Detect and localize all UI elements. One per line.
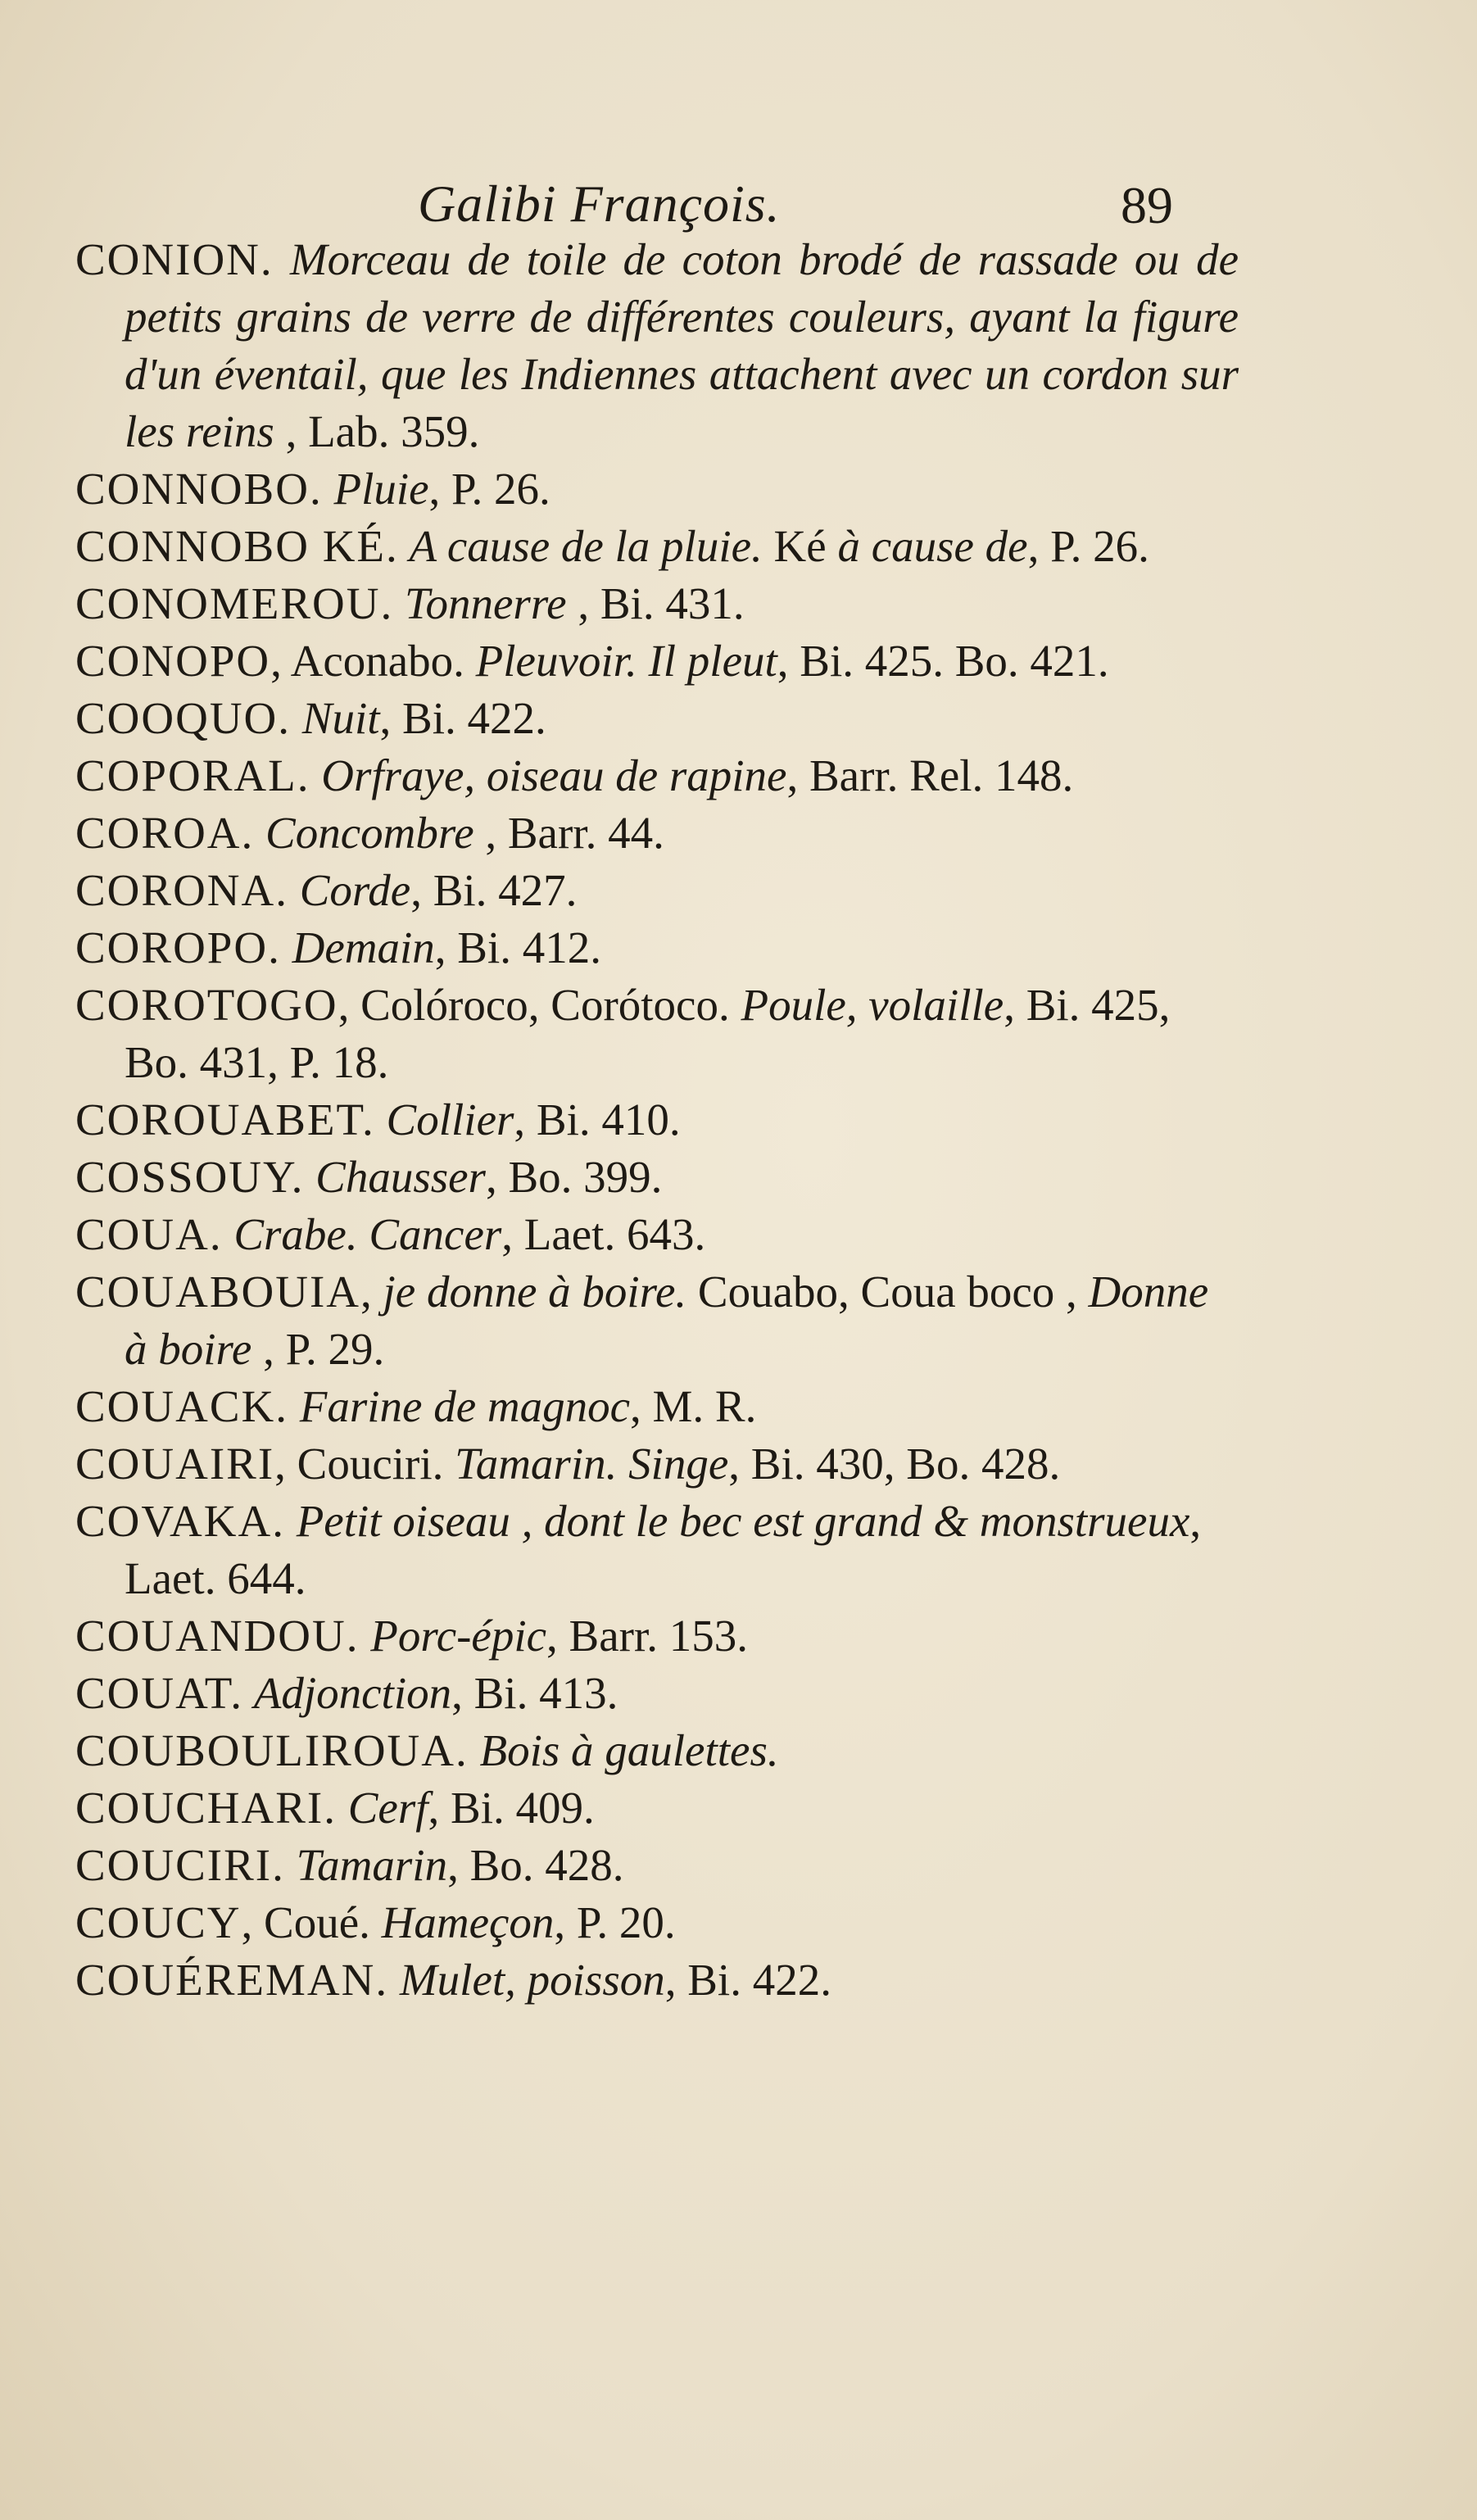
entry-definition: Demain xyxy=(280,922,435,972)
entry-reference: , Bi. 410. xyxy=(514,1095,681,1144)
entry-headword: COUANDOU. xyxy=(75,1611,360,1661)
entry-headword: COSSOUY. xyxy=(75,1152,305,1202)
dictionary-entry xyxy=(75,460,1239,518)
entry-headword: COROPO. xyxy=(75,922,281,972)
entry-headword: COUCHARI. xyxy=(75,1783,337,1833)
entry-definition: Collier xyxy=(374,1095,514,1144)
dictionary-entry xyxy=(75,1263,1239,1378)
dictionary-entry xyxy=(75,1493,1239,1607)
entry-definition: Mulet, poisson xyxy=(388,1955,665,2005)
entry-definition: Crabe. Cancer xyxy=(222,1209,502,1259)
dictionary-entry xyxy=(75,1206,1239,1263)
dictionary-entry xyxy=(75,1091,1239,1149)
entry-headword: CORONA. xyxy=(75,865,288,915)
dictionary-entry xyxy=(75,575,1239,632)
entry-definition: Pleuvoir. Il pleut xyxy=(475,636,777,686)
entry-reference: , xyxy=(360,1267,383,1317)
entry-reference: , Bi. 413. xyxy=(451,1668,618,1718)
entry-headword: COUA. xyxy=(75,1209,223,1259)
dictionary-entry xyxy=(75,1149,1239,1206)
entry-reference: , Colóroco, Corótoco. xyxy=(338,980,741,1030)
entry-headword: COPORAL. xyxy=(75,750,310,800)
dictionary-entry xyxy=(75,747,1239,804)
entry-definition: Poule, volaille xyxy=(741,980,1004,1030)
dictionary-entry xyxy=(75,1378,1239,1435)
dictionary-entry xyxy=(75,1779,1239,1837)
entry-headword: COROUABET. xyxy=(75,1095,375,1144)
entry-definition: Concombre xyxy=(254,808,474,858)
entry-headword: COUABOUIA xyxy=(75,1267,360,1317)
entry-definition: A cause de la pluie. xyxy=(398,521,763,571)
entry-reference: Couabo, Coua boco , xyxy=(686,1267,1089,1317)
entry-definition: Bois à gaulettes. xyxy=(468,1725,779,1775)
entry-reference: , Bi. 409. xyxy=(428,1783,595,1833)
entry-headword: COUACK. xyxy=(75,1381,288,1431)
dictionary-entry xyxy=(75,1894,1239,1951)
entry-definition: Morceau de toile de coton brodé de rassade ou de petits grains de verre de différentes couleurs, ayant la figure d'un éventail, que les Indiennes attachent avec un cordon sur les reins xyxy=(125,234,1239,456)
entry-definition: Tamarin xyxy=(284,1840,448,1890)
entry-reference: , P. 29. xyxy=(251,1324,385,1374)
dictionary-entry xyxy=(75,804,1239,862)
entry-reference: Ké xyxy=(762,521,838,571)
entry-reference: , P. 26. xyxy=(428,464,550,514)
dictionary-entry xyxy=(75,1837,1239,1894)
entry-headword: CONNOBO. xyxy=(75,464,323,514)
entry-reference: , Bo. 399. xyxy=(485,1152,663,1202)
entry-reference: , P. 26. xyxy=(1027,521,1149,571)
entry-headword: CONION. xyxy=(75,234,274,284)
entry-reference: , Bi. 425. Bo. 421. xyxy=(777,636,1109,686)
dictionary-entry xyxy=(75,231,1239,460)
entry-headword: COOQUO. xyxy=(75,693,292,743)
entry-reference: , Bo. 428. xyxy=(447,1840,624,1890)
entry-headword: COROTOGO xyxy=(75,980,338,1030)
entry-headword: COUCY xyxy=(75,1897,242,1947)
entry-definition: Farine de magnoc xyxy=(288,1381,630,1431)
entry-reference: , M. R. xyxy=(630,1381,757,1431)
entry-reference: , Bi. 425, Bo. 431, P. 18. xyxy=(125,980,1171,1087)
dictionary-entry xyxy=(75,1435,1239,1493)
entry-definition: Petit oiseau , dont le bec est grand & monstrueux xyxy=(284,1496,1190,1546)
entry-reference: , Lab. 359. xyxy=(274,406,480,456)
entry-reference: , Bi. 430, Bo. 428. xyxy=(728,1439,1061,1489)
entry-reference: , Barr. 153. xyxy=(546,1611,748,1661)
entry-reference: , Bi. 422. xyxy=(379,693,546,743)
dictionary-entry xyxy=(75,919,1239,977)
entry-reference: , Laet. 643. xyxy=(501,1209,706,1259)
entry-definition: je donne à boire. xyxy=(383,1267,687,1317)
dictionary-entries xyxy=(75,231,1239,2009)
entry-reference: , P. 20. xyxy=(554,1897,676,1947)
entry-reference: , Bi. 431. xyxy=(566,578,745,628)
entry-definition: Adjonction xyxy=(243,1668,452,1718)
dictionary-entry xyxy=(75,518,1239,575)
entry-reference: , Coué. xyxy=(241,1897,382,1947)
entry-headword: COVAKA. xyxy=(75,1496,285,1546)
entry-headword: COUAT. xyxy=(75,1668,244,1718)
entry-reference: , Couciri. xyxy=(274,1439,455,1489)
dictionary-entry xyxy=(75,862,1239,919)
entry-definition: Corde xyxy=(288,865,411,915)
dictionary-entry xyxy=(75,1722,1239,1779)
dictionary-entry xyxy=(75,690,1239,747)
entry-definition: Donne à boire xyxy=(125,1267,1209,1374)
entry-reference: , Laet. 644. xyxy=(125,1496,1202,1603)
entry-headword: COUBOULIROUA. xyxy=(75,1725,469,1775)
entry-reference: , Bi. 412. xyxy=(434,922,601,972)
entry-definition: Nuit xyxy=(291,693,380,743)
running-title: Galibi François. xyxy=(418,174,781,233)
entry-headword: COUCIRI. xyxy=(75,1840,285,1890)
entry-definition: Hameçon xyxy=(381,1897,555,1947)
entry-headword: CONOMEROU. xyxy=(75,578,394,628)
entry-definition: Orfraye, oiseau de rapine xyxy=(310,750,787,800)
entry-headword: COUAIRI xyxy=(75,1439,275,1489)
entry-headword: CONNOBO KÉ. xyxy=(75,521,399,571)
dictionary-entry xyxy=(75,632,1239,690)
dictionary-entry xyxy=(75,977,1239,1091)
dictionary-entry xyxy=(75,1665,1239,1722)
entry-reference: , Barr. Rel. 148. xyxy=(786,750,1074,800)
entry-definition: Tonnerre xyxy=(393,578,567,628)
dictionary-entry xyxy=(75,1607,1239,1665)
entry-headword: COROA. xyxy=(75,808,255,858)
entry-definition: Cerf xyxy=(337,1783,428,1833)
dictionary-entry xyxy=(75,1951,1239,2009)
entry-definition: Chausser xyxy=(304,1152,486,1202)
page-number: 89 xyxy=(1121,176,1173,234)
entry-headword: CONOPO xyxy=(75,636,271,686)
entry-definition: à cause de xyxy=(837,521,1028,571)
entry-definition: Pluie xyxy=(322,464,429,514)
entry-reference: , Barr. 44. xyxy=(473,808,664,858)
entry-reference: , Aconabo. xyxy=(270,636,476,686)
entry-headword: COUÉREMAN. xyxy=(75,1955,389,2005)
entry-definition: Porc-épic xyxy=(359,1611,547,1661)
entry-definition: Tamarin. Singe xyxy=(455,1439,729,1489)
entry-reference: , Bi. 427. xyxy=(410,865,578,915)
entry-reference: , Bi. 422. xyxy=(664,1955,831,2005)
